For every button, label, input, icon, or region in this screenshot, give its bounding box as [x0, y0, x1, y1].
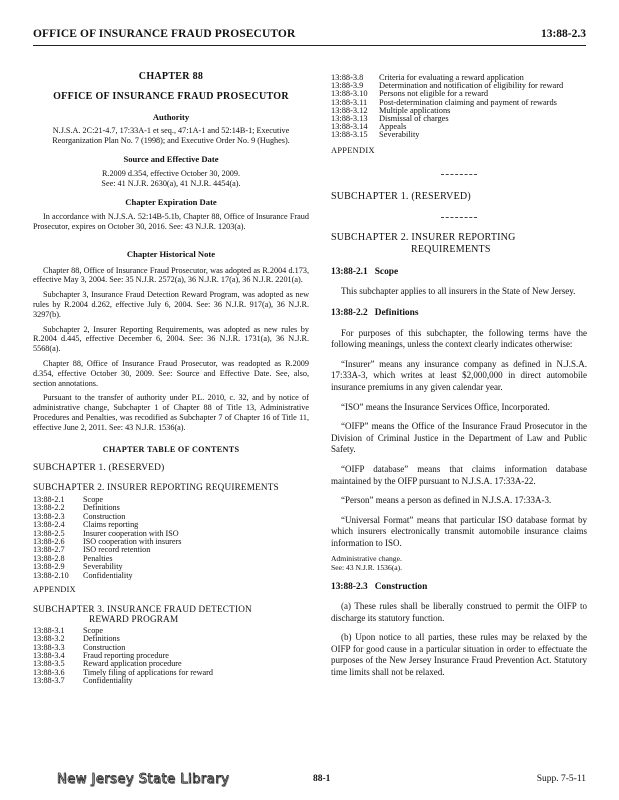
toc-item-title: ISO record retention: [83, 545, 151, 555]
toc-item: [33, 572, 309, 580]
page-footer: [33, 774, 586, 790]
toc-item-title: Timely filing of applications for reward: [83, 667, 213, 677]
section-divider: [441, 217, 477, 218]
toc-item-title: Determination and notification of eligibility for reward: [379, 81, 564, 91]
toc-subchapter-3-line-1: SUBCHAPTER 3. INSURANCE FRAUD DETECTION: [33, 603, 252, 614]
toc-item-number: 13:88-3.14: [331, 122, 368, 132]
definition-paragraph: “Universal Format” means that particular ISO database format by which insurers electronically transmit automobile insurance claims information to ISO.: [331, 514, 587, 548]
construction-paragraph: (b) Upon notice to all parties, these rules may be relaxed by the OIFP for good cause in a particular situation in order to effectuate the purposes of the New Jersey Insurance Fraud Prevention Act. Statutory time limits shall not be relaxed.: [331, 632, 587, 678]
toc-item: [33, 546, 309, 554]
toc-item: [33, 538, 309, 546]
toc-item-title: Scope: [83, 625, 104, 635]
toc-subchapter-2: SUBCHAPTER 2. INSURER REPORTING REQUIREMENTS: [33, 482, 279, 493]
section-heading-2-1: 13:88-2.1 Scope: [331, 266, 399, 277]
chapter-name: OFFICE OF INSURANCE FRAUD PROSECUTOR: [53, 90, 289, 102]
definition-paragraph: For purposes of this subchapter, the following terms have the following meanings, unless the context clearly indicates otherwise:: [331, 327, 587, 350]
toc-item-title: Confidentiality: [83, 676, 133, 686]
toc-item: [33, 669, 309, 677]
toc-item-number: 13:88-3.7: [33, 676, 65, 686]
running-section-code: 13:88-2.3: [540, 28, 586, 40]
toc-item-title: Appeals: [379, 122, 407, 132]
toc-appendix: APPENDIX: [33, 584, 76, 594]
toc-item-number: 13:88-2.9: [33, 562, 65, 572]
toc-item: [33, 627, 309, 635]
toc-subchapter-1: SUBCHAPTER 1. (RESERVED): [33, 463, 165, 474]
toc-item-number: 13:88-3.13: [331, 114, 368, 124]
toc-item-number: 13:88-3.15: [331, 130, 368, 140]
toc-item-number: 13:88-3.6: [33, 667, 65, 677]
toc-item-number: 13:88-2.10: [33, 570, 69, 580]
toc-item-number: 13:88-3.9: [331, 81, 364, 91]
toc-heading: CHAPTER TABLE OF CONTENTS: [102, 444, 240, 454]
toc-item-number: 13:88-3.11: [331, 97, 368, 107]
admin-change-note: Administrative change.: [331, 553, 402, 563]
running-title: OFFICE OF INSURANCE FRAUD PROSECUTOR: [33, 28, 296, 40]
toc-item-number: 13:88-2.6: [33, 536, 65, 546]
toc-item-title: ISO cooperation with insurers: [83, 536, 182, 546]
section-2-1-text: This subchapter applies to all insurers in the State of New Jersey.: [341, 286, 576, 297]
toc-item: [33, 513, 309, 521]
toc-subchapter-3-list: [33, 627, 309, 686]
toc-item-number: 13:88-3.2: [33, 634, 65, 644]
toc-item: [33, 555, 309, 563]
toc-item-number: 13:88-3.3: [33, 642, 65, 652]
authority-text: N.J.S.A. 2C:21-4.7, 17:33A-1 et seq., 47:1A-1 and 52:14B-1; Executive Reorganization Plan No. 7 (1998); and Executive Order No. 9 (Hughes).: [52, 126, 290, 146]
toc-item-title: Dismissal of charges: [379, 114, 449, 124]
body-subchapter-2: [331, 232, 587, 257]
section-heading-2-2: 13:88-2.2 Definitions: [331, 308, 419, 318]
toc-item-number: 13:88-3.4: [33, 650, 65, 660]
toc-item-title: Construction: [83, 642, 126, 652]
history-paragraph: Subchapter 2, Insurer Reporting Requirements, was adopted as new rules by R.2004 d.445, effective December 6, 2004. See: 36 N.J.R. 1731(a), 36 N.J.R. 5568(a).: [33, 324, 309, 354]
toc-item: [331, 115, 587, 123]
definition-paragraph: “Insurer” means any insurance company as defined in N.J.S.A. 17:33A-3, which writes at least $2,000,000 in direct automobile insurance premiums in any given calendar year.: [331, 358, 587, 392]
toc-item: [33, 644, 309, 652]
toc-item-title: Scope: [83, 494, 104, 504]
history-paragraph: Chapter 88, Office of Insurance Fraud Prosecutor, was readopted as R.2009 d.354, effective October 30, 2009. See: Source and Effective Date. See, also, section annotations.: [33, 358, 309, 388]
toc-item: [331, 131, 587, 139]
history-heading: Chapter Historical Note: [126, 248, 216, 259]
chapter-number: CHAPTER 88: [138, 71, 204, 82]
left-column: [33, 72, 309, 691]
toc-subchapter-3-list-continued: [331, 74, 587, 140]
toc-item: [331, 107, 587, 115]
supplement-date: Supp. 7-5-11: [536, 774, 586, 784]
history-paragraph: Chapter 88, Office of Insurance Fraud Prosecutor, was adopted as R.2004 d.173, effective May 3, 2004. See: 35 N.J.R. 2572(a), 36 N.J.R. 17(a), 36 N.J.R. 2201(a).: [33, 265, 309, 285]
toc-subchapter-3: [33, 604, 309, 624]
source-line-1: R.2009 d.354, effective October 30, 2009.: [101, 168, 241, 178]
toc-item-title: Confidentiality: [83, 570, 133, 580]
toc-item-title: Claims reporting: [83, 520, 139, 530]
toc-item: [33, 496, 309, 504]
toc-item-title: Criteria for evaluating a reward application: [379, 73, 524, 82]
definition-paragraph: “Person” means a person as defined in N.J.S.A. 17:33A-3.: [341, 495, 552, 506]
toc-item-number: 13:88-2.3: [33, 511, 65, 521]
toc-item-number: 13:88-2.8: [33, 553, 65, 563]
expiration-heading: Chapter Expiration Date: [125, 197, 217, 208]
toc-item: [33, 635, 309, 643]
toc-item-number: 13:88-2.4: [33, 520, 65, 530]
toc-item-number: 13:88-2.2: [33, 503, 65, 513]
toc-item: [331, 99, 587, 107]
toc-item-title: Persons not eligible for a reward: [379, 89, 489, 99]
toc-item-title: Fraud reporting procedure: [83, 650, 169, 660]
toc-item-number: 13:88-3.12: [331, 105, 368, 115]
expiration-text: In accordance with N.J.S.A. 52:14B-5.1b, Chapter 88, Office of Insurance Fraud Prosecutor, expires on October 30, 2016. See: 43 N.J.R. 1203(a).: [33, 212, 309, 231]
library-watermark: New Jersey State Library: [57, 772, 230, 787]
source-line-2: See: 41 N.J.R. 2630(a), 41 N.J.R. 4454(a).: [101, 178, 241, 188]
page-number: 88-1: [313, 774, 331, 784]
toc-item-title: Reward application procedure: [83, 659, 182, 669]
toc-item-number: 13:88-2.7: [33, 545, 65, 555]
toc-item-title: Post-determination claiming and payment of rewards: [379, 97, 557, 107]
page-header: [33, 28, 586, 42]
toc-item-number: 13:88-3.1: [33, 625, 65, 635]
toc-item-number: 13:88-3.10: [331, 89, 368, 99]
right-column: [331, 72, 587, 687]
header-rule: [33, 45, 586, 46]
toc-item-number: 13:88-3.5: [33, 659, 65, 669]
body-subchapter-1: SUBCHAPTER 1. (RESERVED): [331, 191, 471, 203]
construction-paragraph: (a) These rules shall be liberally construed to permit the OIFP to discharge its statutory function.: [331, 601, 587, 623]
source-heading: Source and Effective Date: [123, 153, 219, 164]
definition-paragraph: “OIFP database” means that claims information database maintained by the OIFP pursuant to N.J.S.A. 17:33A-22.: [331, 463, 587, 486]
section-divider: [441, 174, 477, 175]
section-heading-2-3: 13:88-2.3 Construction: [331, 581, 428, 592]
toc-item-title: Penalties: [83, 553, 113, 563]
toc-subchapter-2-list: [33, 496, 309, 580]
toc-item: [331, 123, 587, 131]
toc-item-title: Severability: [379, 130, 420, 140]
definition-paragraph: “ISO” means the Insurance Services Office, Incorporated.: [341, 401, 550, 412]
body-subchapter-2-line-2: REQUIREMENTS: [411, 244, 491, 256]
toc-item-title: Definitions: [83, 634, 120, 644]
toc-item-title: Construction: [83, 511, 126, 521]
toc-item-number: 13:88-3.8: [331, 73, 364, 82]
toc-item-title: Severability: [83, 562, 123, 572]
history-paragraph: Pursuant to the transfer of authority under P.L. 2010, c. 32, and by notice of administrative change, Subchapter 1 of Chapter 88 of Title 13, Administrative Procedures and Penalties, was recodified as Subchapter 7 of Chapter 16 of Title 11, effective June 2, 2011. See: 43 N.J.R. 1536(a).: [33, 393, 309, 432]
history-paragraph: Subchapter 3, Insurance Fraud Detection Reward Program, was adopted as new rules by R.2004 d.262, effective July 6, 2004. See: 36 N.J.R. 917(a), 36 N.J.R. 3297(b).: [33, 290, 309, 319]
toc-item-title: Definitions: [83, 503, 120, 513]
toc-item-number: 13:88-2.5: [33, 528, 65, 538]
definition-paragraph: “OIFP” means the Office of the Insurance Fraud Prosecutor in the Division of Criminal Justice in the Department of Law and Public Safety.: [331, 421, 587, 455]
toc-item-number: 13:88-2.1: [33, 494, 65, 504]
body-subchapter-2-line-1: SUBCHAPTER 2. INSURER REPORTING: [331, 231, 516, 243]
authority-heading: Authority: [152, 111, 190, 122]
toc-appendix-2: APPENDIX: [331, 145, 375, 155]
toc-subchapter-3-line-2: REWARD PROGRAM: [89, 613, 179, 624]
toc-item: [33, 563, 309, 571]
toc-item: [33, 504, 309, 512]
toc-item: [33, 677, 309, 685]
toc-item-title: Insurer cooperation with ISO: [83, 528, 179, 538]
toc-item-title: Multiple applications: [379, 105, 451, 115]
admin-change-citation: See: 43 N.J.R. 1536(a).: [331, 562, 403, 572]
